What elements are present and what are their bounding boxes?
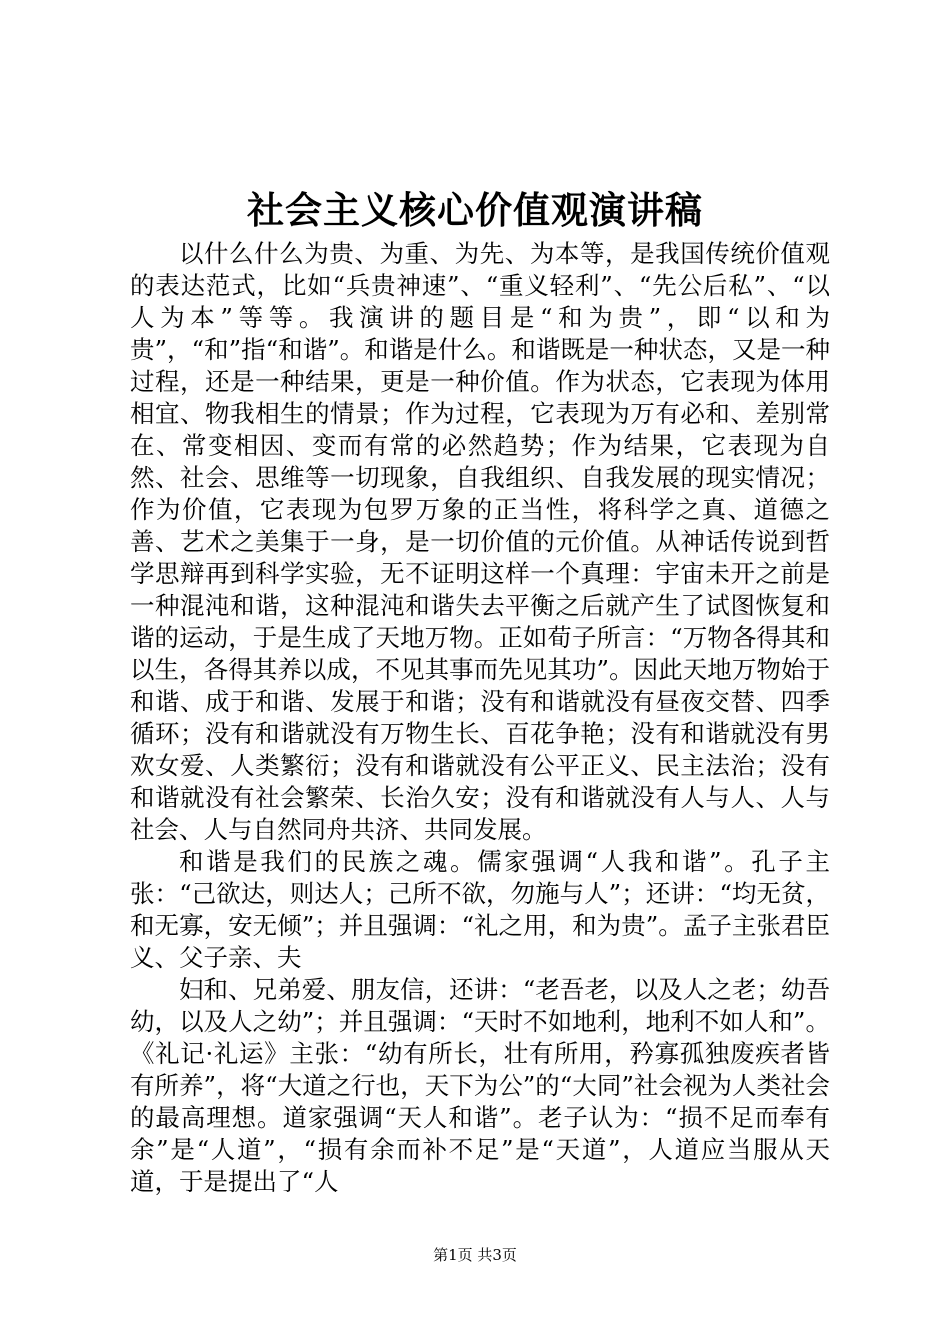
paragraph-3: 妇和、兄弟爱、朋友信，还讲：“老吾老，以及人之老；幼吾幼，以及人之幼”；并且强调：“天时不如地利，地利不如人和”。《礼记·礼运》主张：“幼有所长，壮有所用，矜寡孤独废疾者皆有所养”，将“大道之行也，天下为公”的“大同”社会视为人类社会的最高理想。道家强调“天人和谐”。老子认为：“损不足而奉有余”是“人道”，“损有余而补不足”是“天道”，人道应当服从天道，于是提出了“人 [130, 975, 830, 1196]
page-footer: 第1页 共3页 [433, 1246, 517, 1264]
document-title: 社会主义核心价值观演讲稿 [247, 188, 703, 232]
paragraph-1: 以什么什么为贵、为重、为先、为本等，是我国传统价值观的表达范式，比如“兵贵神速”、“重义轻利”、“先公后私”、“以人为本”等等。我演讲的题目是“和为贵”，即“以和为贵”，“和”指“和谐”。和谐是什么。和谐既是一种状态，又是一种过程，还是一种结果，更是一种价值。作为状态，它表现为体用相宜、物我相生的情景；作为过程，它表现为万有必和、差别常在、常变相因、变而有常的必然趋势；作为结果，它表现为自然、社会、思维等一切现象，自我组织、自我发展的现实情况；作为价值，它表现为包罗万象的正当性，将科学之真、道德之善、艺术之美集于一身，是一切价值的元价值。从神话传说到哲学思辩再到科学实验，无不证明这样一个真理：宇宙未开之前是一种混沌和谐，这种混沌和谐失去平衡之后就产生了试图恢复和谐的运动，于是生成了天地万物。正如荀子所言：“万物各得其和以生，各得其养以成，不见其事而先见其功”。因此天地万物始于和谐、成于和谐、发展于和谐；没有和谐就没有昼夜交替、四季循环；没有和谐就没有万物生长、百花争艳；没有和谐就没有男欢女爱、人类繁衍；没有和谐就没有公平正义、民主法治；没有和谐就没有社会繁荣、长治久安；没有和谐就没有人与人、人与社会、人与自然同舟共济、共同发展。 [130, 239, 830, 844]
document-body [130, 238, 830, 1198]
paragraph-2: 和谐是我们的民族之魂。儒家强调“人我和谐”。孔子主张：“己欲达，则达人；己所不欲，勿施与人”；还讲：“均无贫，和无寡，安无倾”；并且强调：“礼之用，和为贵”。孟子主张君臣义、父子亲、夫 [130, 847, 830, 972]
